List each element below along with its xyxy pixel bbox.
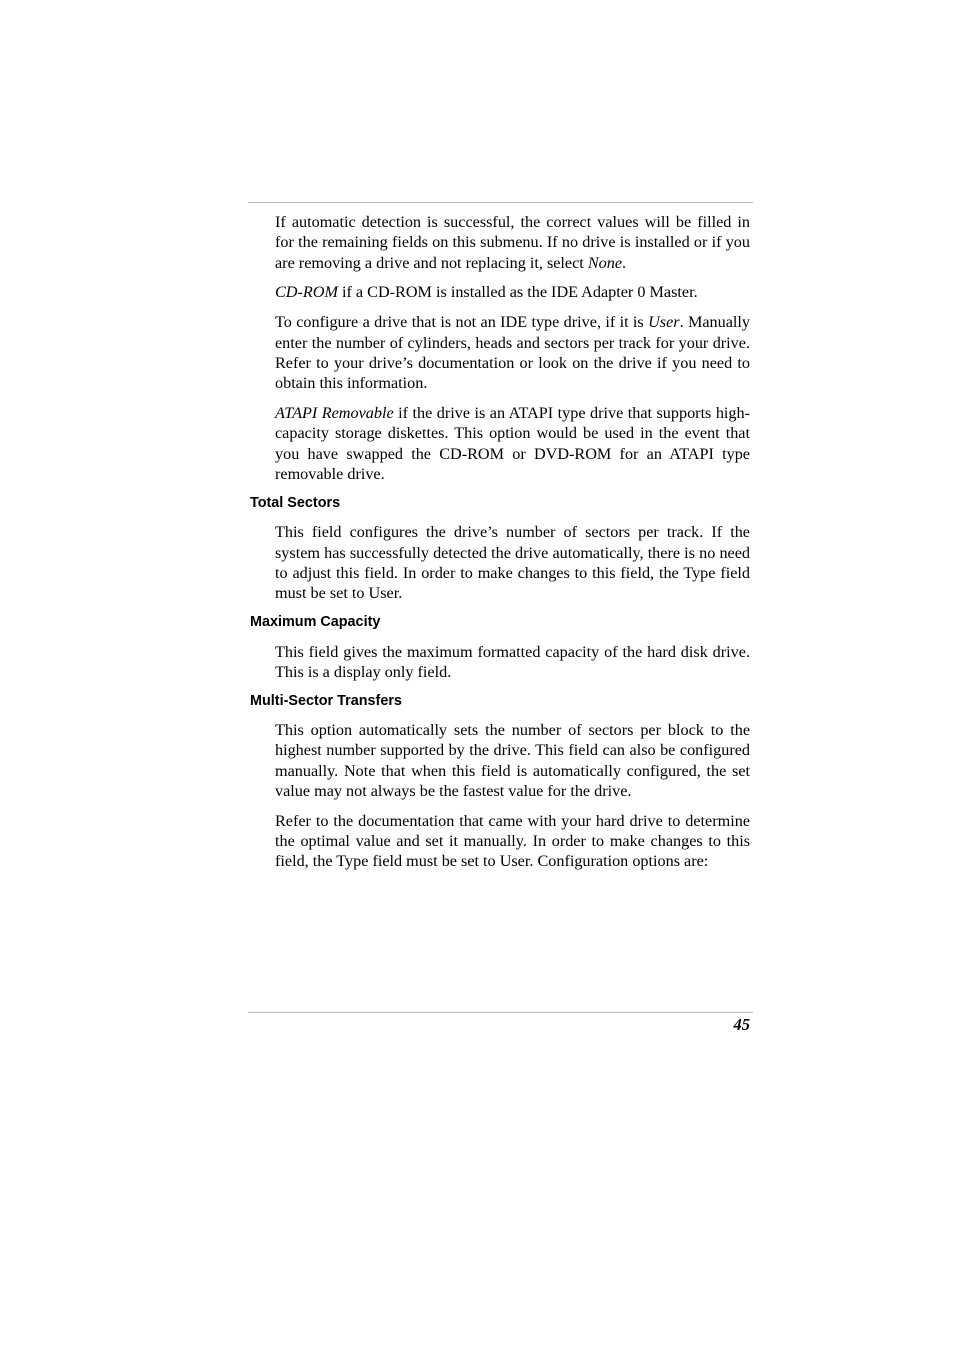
page-number: 45 [733, 1015, 750, 1034]
paragraph-multi-sector-1: This option automatically sets the number of sectors per block to the highest number supported by the drive. This field can also be configured manually. Note that when this field is automatically configured, the set value may not always be the fastest value for the drive. [275, 721, 750, 800]
heading-multi-sector-transfers: Multi-Sector Transfers [250, 692, 402, 709]
paragraph-user-type: To configure a drive that is not an IDE type drive, if it is User. Manually enter the number of cylinders, heads and sectors per track for your drive. Refer to your drive’s documentation or look on the drive if you need to obtain this information. [275, 313, 750, 393]
footer-rule [248, 1012, 753, 1013]
heading-maximum-capacity: Maximum Capacity [250, 614, 381, 631]
paragraph-atapi-removable: ATAPI Removable if the drive is an ATAPI type drive that supports high-capacity storage diskettes. This option would be used in the event that you have swapped the CD-ROM or DVD-ROM for an ATAPI type removable drive. [275, 404, 751, 484]
paragraph-cd-rom: CD-ROM if a CD-ROM is installed as the IDE Adapter 0 Master. [275, 283, 698, 302]
page-content [250, 212, 750, 881]
header-rule [248, 202, 753, 203]
paragraph-maximum-capacity: This field gives the maximum formatted capacity of the hard disk drive. This is a display only field. [275, 642, 750, 681]
heading-total-sectors: Total Sectors [250, 494, 341, 511]
paragraph-multi-sector-2: Refer to the documentation that came with your hard drive to determine the optimal value and set it manually. In order to make changes to this field, the Type field must be set to User. Configuration options are: [275, 811, 750, 871]
paragraph-total-sectors: This field configures the drive’s number of sectors per track. If the system has successfully detected the drive automatically, there is no need to adjust this field. In order to make changes to this field, the Type field must be set to User. [275, 523, 750, 603]
paragraph-auto-detection: If automatic detection is successful, the correct values will be filled in for the remaining fields on this submenu. If no drive is installed or if you are removing a drive and not replacing it, select None. [275, 213, 750, 272]
